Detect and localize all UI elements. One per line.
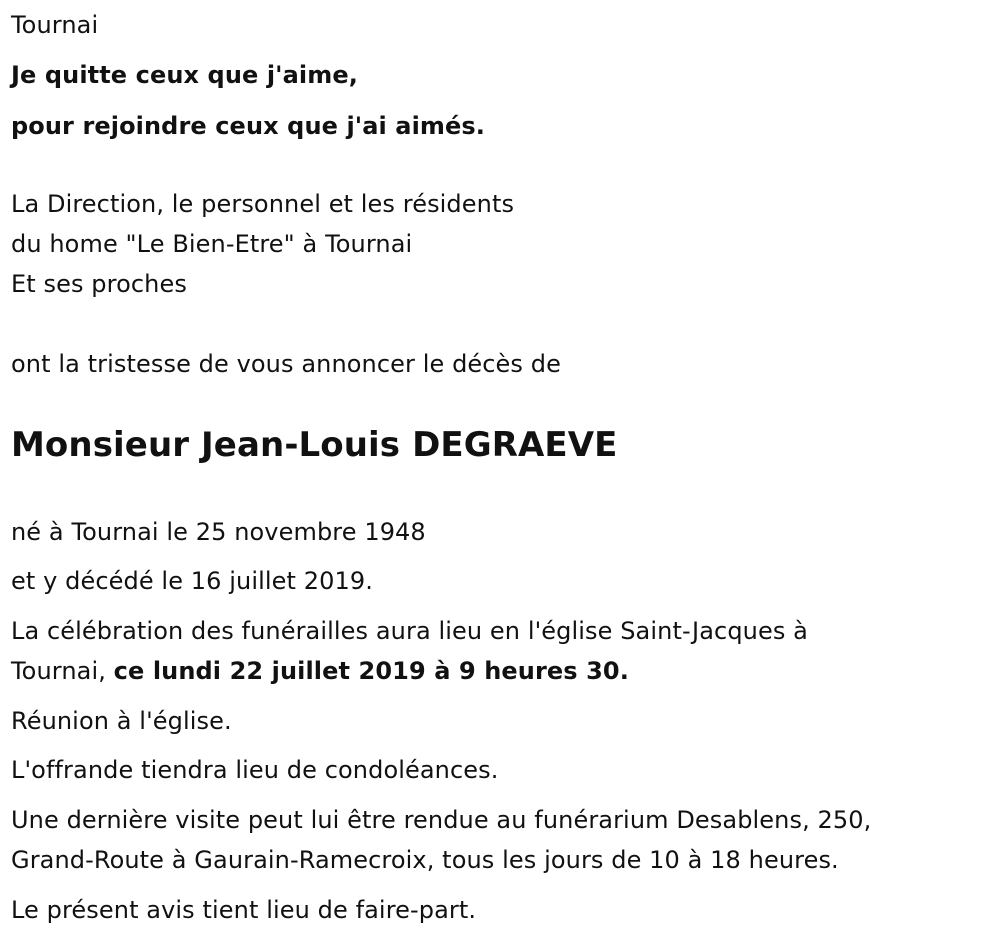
announcers-line-1: La Direction, le personnel et les résidents xyxy=(11,190,515,218)
deceased-name: Monsieur Jean-Louis DEGRAEVE xyxy=(11,425,618,465)
location-text: Tournai xyxy=(11,11,99,39)
meeting-text: Réunion à l'église. xyxy=(11,707,232,735)
ceremony-place: Tournai, xyxy=(11,657,114,685)
quote-line-2: pour rejoindre ceux que j'ai aimés. xyxy=(11,112,486,140)
announcers-line-3: Et ses proches xyxy=(11,270,187,298)
quote-line-1: Je quitte ceux que j'aime, xyxy=(11,61,358,89)
death-text: et y décédé le 16 juillet 2019. xyxy=(11,567,373,595)
announcers-line-2: du home "Le Bien-Etre" à Tournai xyxy=(11,230,413,258)
announcement-text: ont la tristesse de vous annoncer le décès de xyxy=(11,350,561,378)
ceremony-datetime: ce lundi 22 juillet 2019 à 9 heures 30. xyxy=(113,657,629,685)
visit-line-2: Grand-Route à Gaurain-Ramecroix, tous les jours de 10 à 18 heures. xyxy=(11,846,839,874)
ceremony-line-2 xyxy=(11,656,629,686)
offering-text: L'offrande tiendra lieu de condoléances. xyxy=(11,756,499,784)
closing-text: Le présent avis tient lieu de faire-part. xyxy=(11,896,477,924)
birth-text: né à Tournai le 25 novembre 1948 xyxy=(11,518,426,546)
visit-line-1: Une dernière visite peut lui être rendue au funérarium Desablens, 250, xyxy=(11,806,872,834)
ceremony-line-1: La célébration des funérailles aura lieu en l'église Saint-Jacques à xyxy=(11,617,808,645)
